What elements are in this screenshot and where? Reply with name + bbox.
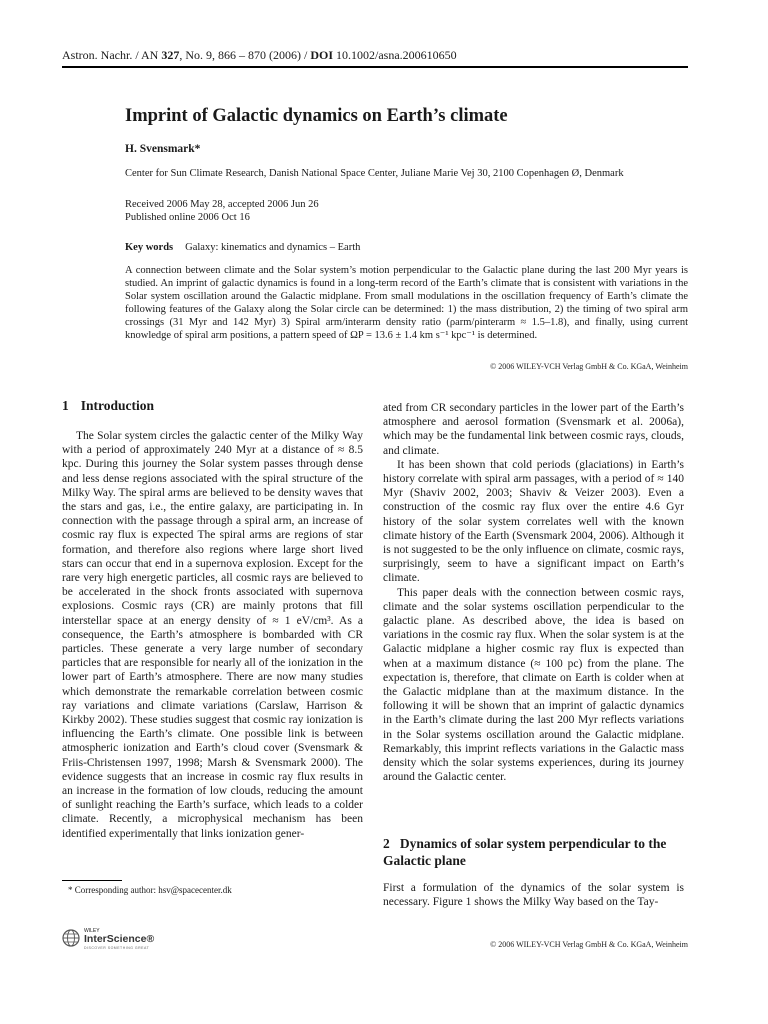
section-1-number: 1	[62, 398, 69, 413]
logo-tagline: DISCOVER SOMETHING GREAT	[84, 946, 150, 950]
globe-icon	[62, 929, 80, 947]
author: H. Svensmark*	[125, 143, 201, 155]
published-date: Published online 2006 Oct 16	[125, 212, 250, 223]
intro-paragraph-1-cont: ated from CR secondary particles in the lower part of the Earth’s atmosphere and aerosol formation (Svensmark et al. 2006a), which may be the fundamental link between cosmic rays, clouds, and climate.	[383, 402, 684, 457]
intro-paragraph-2: It has been shown that cold periods (glaciations) in Earth’s history correlate with spiral arm passages, with a period of ≈ 140 Myr (Shaviv 2002, 2003; Shaviv & Veizer 2003). Even a construction of the cosmic ray flux over the entire 4.6 Gyr history of the solar system correlates well with the known climate history of the Earth (Svensmark 2004, 2006). Although it is not suggested to be the only influence on climate, cosmic rays, surprisingly, seem to have a significant impact on Earth’s climate.	[383, 458, 684, 585]
section-2-heading	[383, 835, 688, 869]
received-date: Received 2006 May 28, accepted 2006 Jun 26	[125, 199, 319, 210]
footnote-rule	[62, 880, 122, 881]
doi-value[interactable]: 10.1002/asna.200610650	[333, 48, 457, 62]
section-2-paragraph-1: First a formulation of the dynamics of the solar system is necessary. Figure 1 shows the Milky Way based on the Tay-	[383, 882, 684, 909]
copyright-bottom: © 2006 WILEY-VCH Verlag GmbH & Co. KGaA, Weinheim	[490, 940, 688, 949]
abstract	[125, 264, 688, 342]
abstract-text: A connection between climate and the Solar system’s motion perpendicular to the Galactic plane during the last 200 Myr years is studied. An imprint of galactic dynamics is found in a long-term record of the Earth’s climate that is consistent with variations in the Solar system oscillation around the Galactic midplane. From small modulations in the oscillation frequency of Earth’s climate the following features of the Galaxy along the Solar circle can be determined: 1) the mass distribution, 2) the timing of two spiral arm crossings (31 Myr and 142 Myr) 3) Spiral arm/interarm density ratio (ρarm/ρinterarm ≈ 1.5–1.8), and finally, using current knowledge of spiral arm positions, a pattern speed of ΩP = 13.6 ± 1.4 km s⁻¹ kpc⁻¹ is determined.	[125, 265, 688, 341]
journal-header	[62, 48, 457, 63]
section-2-title: Dynamics of solar system perpendicular to the Galactic plane	[383, 836, 667, 868]
paper-title: Imprint of Galactic dynamics on Earth’s climate	[125, 106, 508, 126]
copyright-top: © 2006 WILEY-VCH Verlag GmbH & Co. KGaA, Weinheim	[490, 362, 688, 371]
section-2-body	[383, 881, 684, 909]
footnote: * Corresponding author: hsv@spacecenter.dk	[68, 885, 232, 895]
keywords-label: Key words	[125, 242, 174, 253]
dates	[125, 198, 319, 224]
column-left	[62, 429, 363, 841]
wiley-wordmark: WILEY	[84, 928, 100, 934]
journal-name: Astron. Nachr. / AN	[62, 48, 162, 62]
keywords	[125, 242, 360, 253]
affiliation: Center for Sun Climate Research, Danish National Space Center, Juliane Marie Vej 30, 2100 Copenhagen Ø, Denmark	[125, 168, 624, 179]
journal-volume: 327	[161, 48, 180, 62]
interscience-wordmark: InterScience®	[84, 933, 155, 945]
journal-issue: , No. 9, 866 – 870 (2006) /	[179, 48, 311, 62]
column-right	[383, 401, 684, 784]
keywords-text: Galaxy: kinematics and dynamics – Earth	[185, 242, 361, 253]
doi-label: DOI	[310, 48, 333, 62]
section-2-number: 2	[383, 836, 390, 851]
interscience-logo	[62, 927, 162, 951]
section-1-title: Introduction	[80, 398, 155, 413]
section-1-heading	[62, 398, 154, 414]
header-rule	[62, 66, 688, 68]
intro-paragraph-1: The Solar system circles the galactic center of the Milky Way with a period of approximately 240 Myr at a distance of ≈ 8.5 kpc. During this journey the Solar system passes through dense and less dense regions associated with the spiral structure of the Milky Way. The spiral arms are believed to be density waves that the stars and gas, i.e., the entire galaxy, are participating in. In connection with the passage through a spiral arm, an increase of cosmic ray flux is expected The spiral arms are regions of star formation, and therefore also regions where large short lived stars can occur that end in a supernova explosion. Except for the rare very high energetic particles, all cosmic rays are believed to be accelerated in the shock fronts associated with supernova explosions. Cosmic rays (CR) are mainly protons that fill interstellar space at an energy density of ≈ 1 eV/cm³. As a consequence, the Earth’s atmosphere is bombarded with CR particles. These generate a very large number of secondary particles that are responsible for nearly all of the ionization in the lower part of Earth’s atmosphere. There are now many studies which demonstrate the remarkable correlation between cosmic ray variations and climate variations (Carslaw, Harrison & Kirkby 2002). These studies suggest that cosmic ray ionization is influencing the Earth’s climate. One possible link is between atmospheric ionization and Earth’s cloud cover (Svensmark & Friis-Christensen 1997, 1998; Marsh & Svensmark 2000). The evidence suggests that an increase in cosmic ray flux results in an increase in the formation of low clouds, reducing the amount of sunlight reaching the Earth’s surface, which leads to a colder climate. Recently, a microphysical mechanism has been identified experimentally that links ionization gener-	[62, 430, 363, 840]
intro-paragraph-3: This paper deals with the connection between cosmic rays, climate and the solar systems oscillation perpendicular to the galactic plane. As described above, the idea is based on variations in the cosmic ray flux. When the solar system is at the Galactic midplane a higher cosmic ray flux is expected than when at a maximum distance (≈ 100 pc) from the plane. The expectation is, therefore, that climate on Earth is colder when at the Galactic midplane than at the maximum distance. In the following it will be shown that an imprint of galactic dynamics in the Earth’s climate during the last 200 Myr reflects variations in the Solar systems oscillation around the Galactic midplane. Remarkably, this imprint reflects variations in the Galactic mass density which the solar systems experiences, during its journey around the Galactic center.	[383, 586, 684, 784]
